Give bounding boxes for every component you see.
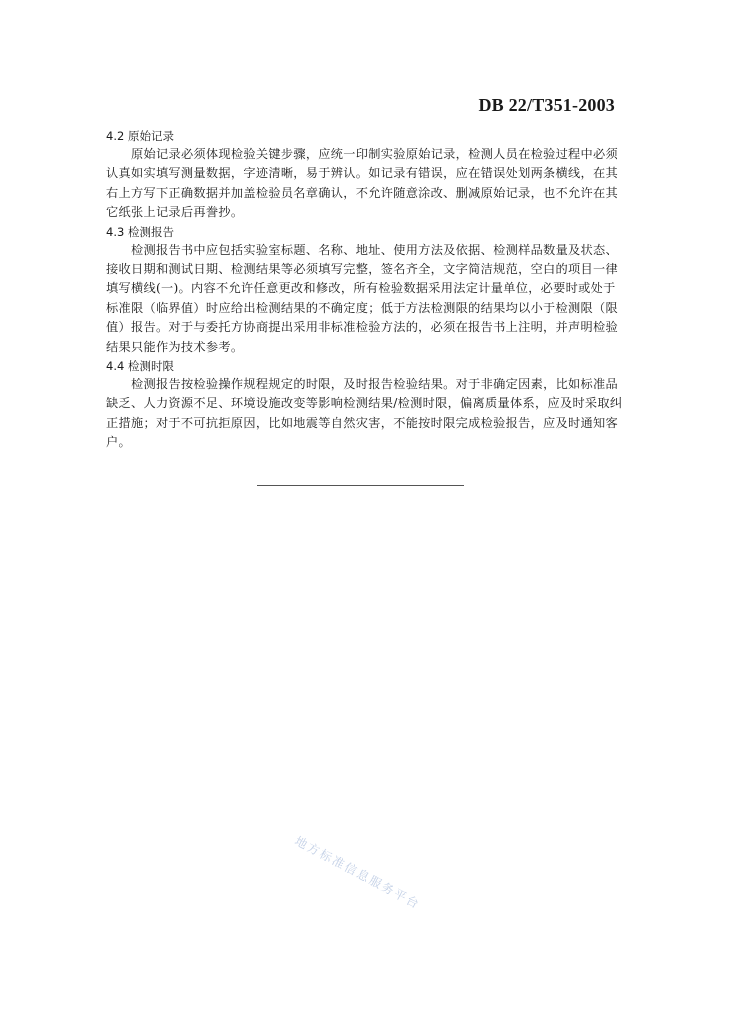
section-heading-4-4: 4.4 检测时限 [106, 359, 174, 374]
watermark: 地方标准信息服务平台 [292, 833, 423, 912]
document-body [106, 127, 626, 453]
section-heading-4-2: 4.2 原始记录 [106, 129, 174, 143]
section-paragraph-4-3: 检测报告书中应包括实验室标题、名称、地址、使用方法及依据、检测样品数量及状态、接收日期和测试日期、检测结果等必须填写完整，签名齐全，文字简洁规范，空白的项目一律填写横线(一)。内容不允许任意更改和修改，所有检验数据采用法定计量单位，必要时或处于标准限（临界值）时应给出检测结果的不确定度；低于方法检测限的结果均以小于检测限（限值）报告。对于与委托方协商提出采用非标准检验方法的，必须在报告书上注明，并声明检验结果只能作为技术参考。 [106, 242, 619, 354]
section-paragraph-4-4: 检测报告按检验操作规程规定的时限，及时报告检验结果。对于非确定因素，比如标准品缺乏、人力资源不足、环境设施改变等影响检测结果/检测时限，偏离质量体系，应及时采取纠正措施；对于不可抗拒原因，比如地震等自然灾害，不能按时限完成检验报告，应及时通知客户。 [106, 377, 623, 450]
end-rule [257, 485, 464, 486]
standard-code: DB 22/T351-2003 [478, 95, 615, 115]
section-heading-4-3: 4.3 检测报告 [106, 224, 174, 239]
section-paragraph-4-2: 原始记录必须体现检验关键步骤，应统一印制实验原始记录，检测人员在检验过程中必须认真如实填写测量数据，字迹清晰，易于辨认。如记录有错误，应在错误处划两条横线，在其右上方写下正确数据并加盖检验员名章确认，不允许随意涂改、删减原始记录，也不允许在其它纸张上记录后再誊抄。 [106, 147, 619, 220]
